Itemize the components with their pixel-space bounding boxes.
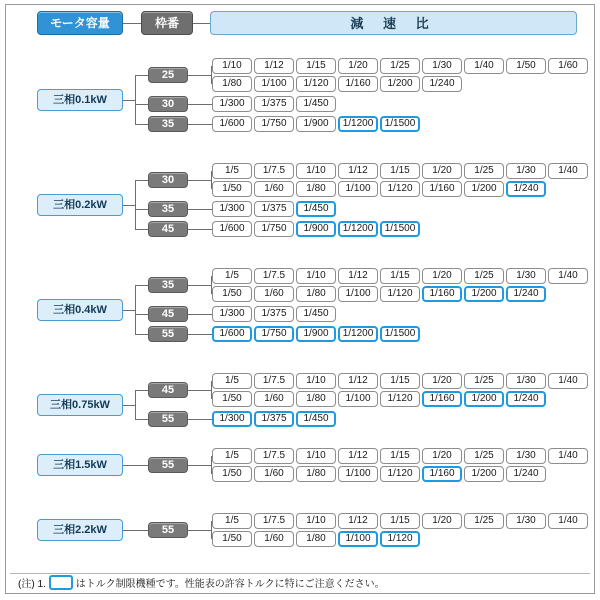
ratio-cell[interactable]: 1/40: [548, 268, 588, 284]
ratio-cell[interactable]: 1/120: [380, 286, 420, 302]
ratio-cell[interactable]: 1/600: [212, 116, 252, 132]
ratio-cell[interactable]: 1/5: [212, 513, 252, 529]
ratio-cell[interactable]: 1/160: [422, 391, 462, 407]
capacity-connector: [123, 530, 135, 531]
footer-note-prefix: (注) 1.: [18, 579, 46, 590]
spine-to-frame-connector: [135, 314, 148, 315]
torque-limit-legend-icon: [49, 575, 73, 590]
ratio-cell[interactable]: 1/25: [464, 268, 504, 284]
frame-to-ratio-connector: [188, 180, 212, 181]
ratio-cell[interactable]: 1/80: [212, 76, 252, 92]
ratio-cell[interactable]: 1/7.5: [254, 268, 294, 284]
header-frame-number: 枠番: [141, 11, 193, 35]
ratio-cell[interactable]: 1/80: [296, 391, 336, 407]
spine-to-frame-connector: [135, 75, 148, 76]
ratio-cell[interactable]: 1/40: [548, 448, 588, 464]
ratio-cell[interactable]: 1/100: [254, 76, 294, 92]
ratio-cell[interactable]: 1/200: [464, 466, 504, 482]
ratio-cell[interactable]: 1/5: [212, 163, 252, 179]
frame-number-pill-35[interactable]: 35: [148, 277, 188, 293]
ratio-cell[interactable]: 1/1200: [338, 326, 378, 342]
ratio-cell[interactable]: 1/80: [296, 531, 336, 547]
ratio-cell[interactable]: 1/25: [464, 513, 504, 529]
ratio-cell[interactable]: 1/80: [296, 181, 336, 197]
ratio-cell[interactable]: 1/240: [422, 76, 462, 92]
ratio-cell[interactable]: 1/12: [338, 163, 378, 179]
ratio-cell[interactable]: 1/12: [254, 58, 294, 74]
capacity-spine: [135, 75, 136, 124]
ratio-cell[interactable]: 1/50: [212, 391, 252, 407]
frame-to-ratio-connector: [188, 104, 212, 105]
ratio-cell[interactable]: 1/160: [338, 76, 378, 92]
frame-number-pill-55[interactable]: 55: [148, 522, 188, 538]
motor-capacity-pill-三相0.2kW[interactable]: 三相0.2kW: [37, 194, 123, 216]
spine-to-frame-connector: [135, 465, 148, 466]
frame-to-ratio-connector: [188, 334, 212, 335]
ratio-cell[interactable]: 1/450: [296, 306, 336, 322]
ratio-cell[interactable]: 1/5: [212, 268, 252, 284]
ratio-cell[interactable]: 1/30: [506, 163, 546, 179]
ratio-cell[interactable]: 1/20: [422, 448, 462, 464]
header-reduction-ratio: 減 速 比: [210, 11, 577, 35]
ratio-cell[interactable]: 1/10: [296, 268, 336, 284]
motor-capacity-pill-三相1.5kW[interactable]: 三相1.5kW: [37, 454, 123, 476]
frame-number-pill-45[interactable]: 45: [148, 306, 188, 322]
ratio-cell[interactable]: 1/15: [380, 268, 420, 284]
ratio-cell[interactable]: 1/1500: [380, 326, 420, 342]
ratio-cell[interactable]: 1/12: [338, 448, 378, 464]
spine-to-frame-connector: [135, 229, 148, 230]
ratio-cell[interactable]: 1/20: [422, 268, 462, 284]
ratio-cell[interactable]: 1/15: [380, 163, 420, 179]
ratio-cell[interactable]: 1/15: [380, 513, 420, 529]
ratio-cell[interactable]: 1/750: [254, 221, 294, 237]
ratio-cell[interactable]: 1/50: [212, 466, 252, 482]
frame-number-pill-35[interactable]: 35: [148, 201, 188, 217]
footer-divider: [10, 573, 590, 574]
frame-number-pill-30[interactable]: 30: [148, 96, 188, 112]
capacity-connector: [123, 465, 135, 466]
header-connector-1: [123, 23, 141, 24]
ratio-cell[interactable]: 1/900: [296, 221, 336, 237]
ratio-cell[interactable]: 1/60: [254, 531, 294, 547]
ratio-cell[interactable]: 1/20: [338, 58, 378, 74]
ratio-cell[interactable]: 1/300: [212, 306, 252, 322]
ratio-cell[interactable]: 1/300: [212, 201, 252, 217]
frame-to-ratio-connector: [188, 419, 212, 420]
ratio-cell[interactable]: 1/120: [380, 391, 420, 407]
spine-to-frame-connector: [135, 390, 148, 391]
ratio-cell[interactable]: 1/900: [296, 116, 336, 132]
ratio-cell[interactable]: 1/25: [464, 373, 504, 389]
frame-to-ratio-connector: [188, 314, 212, 315]
capacity-spine: [135, 285, 136, 334]
ratio-cell[interactable]: 1/40: [548, 163, 588, 179]
spine-to-frame-connector: [135, 530, 148, 531]
ratio-cell[interactable]: 1/600: [212, 326, 252, 342]
ratio-cell[interactable]: 1/7.5: [254, 163, 294, 179]
motor-capacity-pill-三相2.2kW[interactable]: 三相2.2kW: [37, 519, 123, 541]
ratio-cell[interactable]: 1/12: [338, 513, 378, 529]
capacity-connector: [123, 405, 135, 406]
ratio-cell[interactable]: 1/120: [296, 76, 336, 92]
ratio-cell[interactable]: 1/200: [464, 391, 504, 407]
ratio-cell[interactable]: 1/600: [212, 221, 252, 237]
ratio-cell[interactable]: 1/15: [380, 373, 420, 389]
ratio-cell[interactable]: 1/100: [338, 391, 378, 407]
ratio-cell[interactable]: 1/50: [506, 58, 546, 74]
capacity-connector: [123, 205, 135, 206]
spine-to-frame-connector: [135, 104, 148, 105]
ratio-cell[interactable]: 1/375: [254, 411, 294, 427]
motor-capacity-pill-三相0.75kW[interactable]: 三相0.75kW: [37, 394, 123, 416]
ratio-cell[interactable]: 1/80: [296, 286, 336, 302]
ratio-cell[interactable]: 1/40: [548, 513, 588, 529]
ratio-cell[interactable]: 1/60: [254, 286, 294, 302]
ratio-cell[interactable]: 1/120: [380, 531, 420, 547]
frame-number-pill-55[interactable]: 55: [148, 411, 188, 427]
ratio-cell[interactable]: 1/300: [212, 411, 252, 427]
footer-note: [18, 575, 385, 590]
frame-number-pill-45[interactable]: 45: [148, 382, 188, 398]
ratio-cell[interactable]: 1/10: [296, 448, 336, 464]
spine-to-frame-connector: [135, 209, 148, 210]
frame-number-pill-45[interactable]: 45: [148, 221, 188, 237]
frame-number-pill-25[interactable]: 25: [148, 67, 188, 83]
ratio-cell[interactable]: 1/1500: [380, 221, 420, 237]
ratio-cell[interactable]: 1/450: [296, 96, 336, 112]
spine-to-frame-connector: [135, 334, 148, 335]
ratio-cell[interactable]: 1/1200: [338, 221, 378, 237]
header-motor-capacity: モータ容量: [37, 11, 123, 35]
ratio-cell[interactable]: 1/240: [506, 286, 546, 302]
ratio-cell[interactable]: 1/375: [254, 96, 294, 112]
capacity-connector: [123, 310, 135, 311]
ratio-cell[interactable]: 1/750: [254, 116, 294, 132]
ratio-cell[interactable]: 1/25: [464, 448, 504, 464]
ratio-cell[interactable]: 1/10: [296, 513, 336, 529]
ratio-cell[interactable]: 1/450: [296, 411, 336, 427]
ratio-cell[interactable]: 1/30: [506, 448, 546, 464]
ratio-cell[interactable]: 1/20: [422, 373, 462, 389]
ratio-cell[interactable]: 1/450: [296, 201, 336, 217]
ratio-cell[interactable]: 1/300: [212, 96, 252, 112]
ratio-cell[interactable]: 1/10: [296, 373, 336, 389]
ratio-cell[interactable]: 1/750: [254, 326, 294, 342]
capacity-spine: [135, 390, 136, 419]
frame-number-pill-55[interactable]: 55: [148, 326, 188, 342]
frame-number-pill-35[interactable]: 35: [148, 116, 188, 132]
ratio-cell[interactable]: 1/60: [548, 58, 588, 74]
ratio-cell[interactable]: 1/1200: [338, 116, 378, 132]
ratio-cell[interactable]: 1/5: [212, 448, 252, 464]
ratio-cell[interactable]: 1/50: [212, 531, 252, 547]
frame-to-ratio-connector: [188, 390, 212, 391]
ratio-cell[interactable]: 1/240: [506, 181, 546, 197]
ratio-cell[interactable]: 1/30: [506, 373, 546, 389]
ratio-cell[interactable]: 1/5: [212, 373, 252, 389]
motor-capacity-pill-三相0.1kW[interactable]: 三相0.1kW: [37, 89, 123, 111]
frame-number-pill-30[interactable]: 30: [148, 172, 188, 188]
ratio-cell[interactable]: 1/25: [464, 163, 504, 179]
frame-to-ratio-connector: [188, 209, 212, 210]
capacity-connector: [123, 100, 135, 101]
ratio-cell[interactable]: 1/900: [296, 326, 336, 342]
ratio-cell[interactable]: 1/20: [422, 163, 462, 179]
spine-to-frame-connector: [135, 419, 148, 420]
ratio-cell[interactable]: 1/30: [506, 268, 546, 284]
ratio-cell[interactable]: 1/30: [422, 58, 462, 74]
frame-to-ratio-connector: [188, 124, 212, 125]
ratio-cell[interactable]: 1/375: [254, 306, 294, 322]
ratio-cell[interactable]: 1/40: [464, 58, 504, 74]
ratio-cell[interactable]: 1/10: [296, 163, 336, 179]
motor-capacity-pill-三相0.4kW[interactable]: 三相0.4kW: [37, 299, 123, 321]
frame-to-ratio-connector: [188, 285, 212, 286]
ratio-cell[interactable]: 1/160: [422, 181, 462, 197]
ratio-cell[interactable]: 1/60: [254, 181, 294, 197]
ratio-cell[interactable]: 1/160: [422, 286, 462, 302]
ratio-cell[interactable]: 1/120: [380, 466, 420, 482]
ratio-cell[interactable]: 1/50: [212, 286, 252, 302]
spine-to-frame-connector: [135, 180, 148, 181]
frame-to-ratio-connector: [188, 229, 212, 230]
ratio-cell[interactable]: 1/80: [296, 466, 336, 482]
ratio-cell[interactable]: 1/25: [380, 58, 420, 74]
ratio-cell[interactable]: 1/50: [212, 181, 252, 197]
ratio-cell[interactable]: 1/100: [338, 286, 378, 302]
ratio-cell[interactable]: 1/15: [380, 448, 420, 464]
ratio-cell[interactable]: 1/12: [338, 268, 378, 284]
ratio-cell[interactable]: 1/7.5: [254, 513, 294, 529]
ratio-cell[interactable]: 1/240: [506, 466, 546, 482]
ratio-cell[interactable]: 1/60: [254, 466, 294, 482]
ratio-cell[interactable]: 1/100: [338, 531, 378, 547]
frame-to-ratio-connector: [188, 465, 212, 466]
ratio-cell[interactable]: 1/60: [254, 391, 294, 407]
ratio-cell[interactable]: 1/375: [254, 201, 294, 217]
ratio-cell[interactable]: 1/40: [548, 373, 588, 389]
ratio-cell[interactable]: 1/100: [338, 181, 378, 197]
ratio-cell[interactable]: 1/240: [506, 391, 546, 407]
ratio-cell[interactable]: 1/100: [338, 466, 378, 482]
ratio-cell[interactable]: 1/200: [464, 286, 504, 302]
ratio-cell[interactable]: 1/120: [380, 181, 420, 197]
ratio-cell[interactable]: 1/7.5: [254, 448, 294, 464]
ratio-cell[interactable]: 1/20: [422, 513, 462, 529]
ratio-cell[interactable]: 1/200: [380, 76, 420, 92]
ratio-cell[interactable]: 1/1500: [380, 116, 420, 132]
frame-to-ratio-connector: [188, 530, 212, 531]
ratio-cell[interactable]: 1/10: [212, 58, 252, 74]
footer-note-text: はトルク制限機種です。性能表の許容トルクに特にご注意ください。: [75, 579, 385, 590]
frame-number-pill-55[interactable]: 55: [148, 457, 188, 473]
ratio-cell[interactable]: 1/200: [464, 181, 504, 197]
ratio-cell[interactable]: 1/160: [422, 466, 462, 482]
ratio-cell[interactable]: 1/7.5: [254, 373, 294, 389]
spine-to-frame-connector: [135, 124, 148, 125]
frame-to-ratio-connector: [188, 75, 212, 76]
header-connector-2: [193, 23, 210, 24]
ratio-cell[interactable]: 1/30: [506, 513, 546, 529]
ratio-cell[interactable]: 1/15: [296, 58, 336, 74]
spine-to-frame-connector: [135, 285, 148, 286]
capacity-spine: [135, 180, 136, 229]
ratio-cell[interactable]: 1/12: [338, 373, 378, 389]
